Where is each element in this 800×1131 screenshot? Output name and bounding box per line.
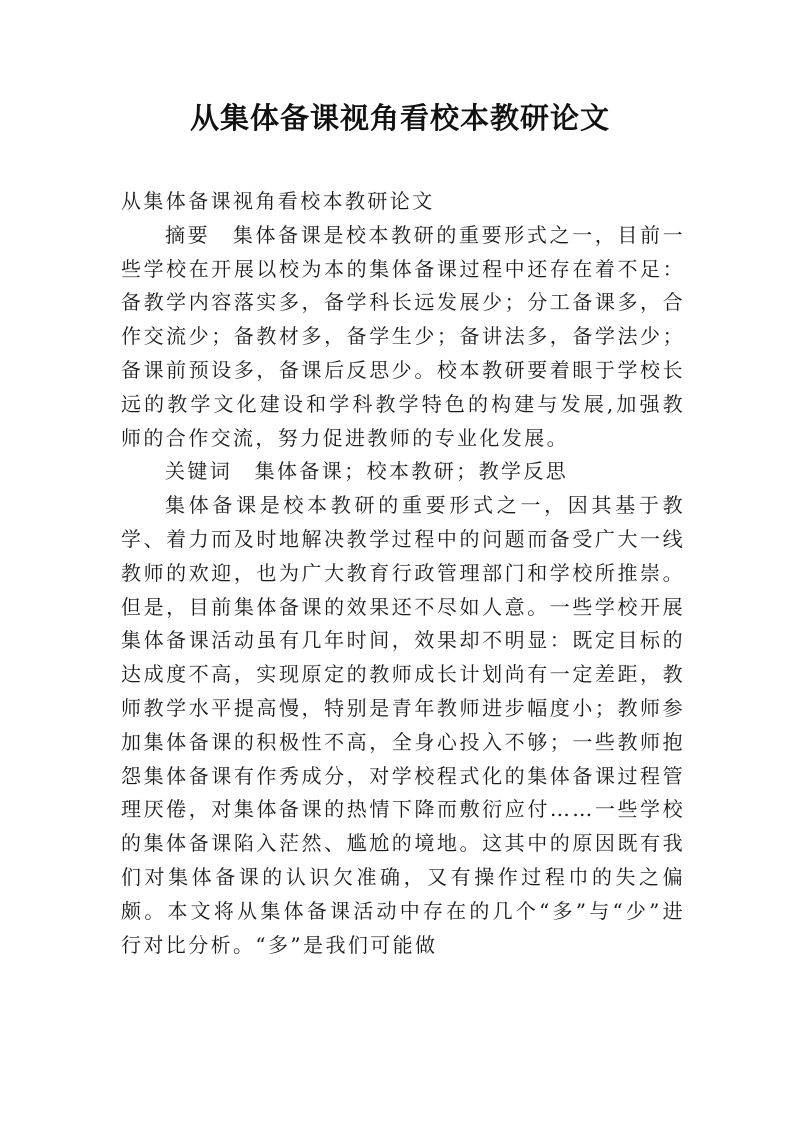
document-title: 从集体备课视角看校本教研论文	[189, 101, 610, 135]
document-body	[121, 185, 685, 962]
keywords-paragraph: 关键词 集体备课；校本教研；教学反思	[165, 459, 569, 484]
body-paragraph: 集体备课是校本教研的重要形式之一，因其基于教学、着力而及时地解决教学过程中的问题而备受广大一线教师的欢迎，也为广大教育行政管理部门和学校所推崇。但是，目前集体备课的效果还不尽如人意。一些学校开展集体备课活动虽有几年时间，效果却不明显：既定目标的达成度不高，实现原定的教师成长计划尚有一定差距，教师教学水平提高慢，特别是青年教师进步幅度小；教师参加集体备课的积极性不高，全身心投入不够；一些教师抱怨集体备课有作秀成分，对学校程式化的集体备课过程管理厌倦，对集体备课的热情下降而敷衍应付……一些学校的集体备课陷入茫然、尴尬的境地。这其中的原因既有我们对集体备课的认识欠准确，又有操作过程巾的失之偏颇。本文将从集体备课活动中存在的几个“多”与“少”进行对比分析。“多”是我们可能做	[121, 493, 685, 957]
subtitle-line: 从集体备课视角看校本教研论文	[121, 189, 435, 213]
abstract-paragraph: 摘要 集体备课是校本教研的重要形式之一，目前一些学校在开展以校为本的集体备课过程中还存在着不足：备教学内容落实多，备学科长远发展少；分工备课多，合作交流少；备教材多，备学生少；备讲法多，备学法少；备课前预设多，备课后反思少。校本教研要着眼于学校长远的教学文化建设和学科教学特色的构建与发展,加强教师的合作交流，努力促进教师的专业化发展。	[121, 222, 685, 450]
